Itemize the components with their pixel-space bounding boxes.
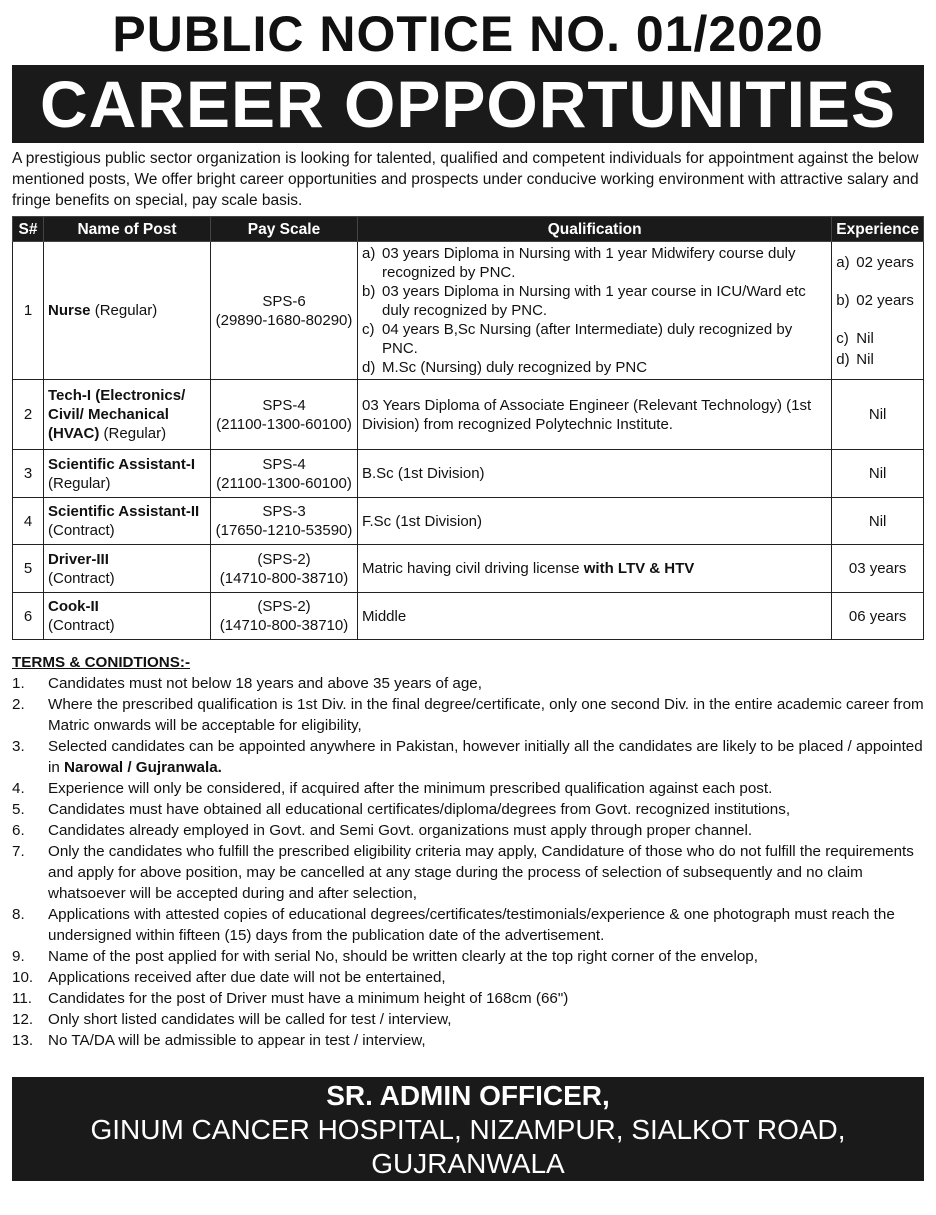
table-row <box>13 498 924 545</box>
cell-post <box>44 242 211 380</box>
experience-item: b) 02 years <box>836 291 914 309</box>
term-item: 6. Candidates already employed in Govt. and Semi Govt. organizations must apply through proper channel. <box>12 822 753 839</box>
pay-range: (17650-1210-53590) <box>215 522 353 539</box>
post-name: Driver-III <box>48 550 109 568</box>
cell-sn: 4 <box>13 498 44 545</box>
table-header-row <box>13 217 924 242</box>
cell-pay <box>211 380 358 450</box>
table-row <box>13 450 924 498</box>
career-banner: CAREER OPPORTUNITIES <box>12 65 924 143</box>
post-name: Tech-I (Electronics/ Civil/ Mechanical (HVAC) <box>48 387 186 442</box>
cell-experience: Nil <box>832 450 924 498</box>
cell-pay <box>211 593 358 640</box>
terms-section <box>12 652 926 1051</box>
header-pay: Pay Scale <box>211 217 358 242</box>
cell-pay <box>211 545 358 593</box>
term-item: 12. Only short listed candidates will be called for test / interview, <box>12 1011 452 1028</box>
term-item: 5. Candidates must have obtained all educational certificates/diploma/degrees from Govt. recognized institutions, <box>12 801 791 818</box>
cell-pay <box>211 242 358 380</box>
cell-qualification: 03 Years Diploma of Associate Engineer (Relevant Technology) (1st Division) from recognized Polytechnic Institute. <box>358 380 832 450</box>
term-item: 10. Applications received after due date will not be entertained, <box>12 969 446 986</box>
pay-grade: SPS-3 <box>262 503 306 520</box>
cell-sn: 3 <box>13 450 44 498</box>
pay-grade: SPS-4 <box>262 396 306 414</box>
cell-qualification: B.Sc (1st Division) <box>358 450 832 498</box>
cell-post <box>44 545 211 593</box>
qualification-item: c) 04 years B,Sc Nursing (after Intermediate) duly recognized by PNC. <box>362 321 793 357</box>
cell-pay <box>211 498 358 545</box>
experience-item: d) Nil <box>836 350 874 368</box>
cell-experience: 03 years <box>832 545 924 593</box>
pay-range: (29890-1680-80290) <box>215 311 353 329</box>
header-post: Name of Post <box>44 217 211 242</box>
qualification-item: a) 03 years Diploma in Nursing with 1 year Midwifery course duly recognized by PNC. <box>362 245 796 281</box>
post-type: (Contract) <box>48 617 115 634</box>
term-item: 13. No TA/DA will be admissible to appear in test / interview, <box>12 1032 426 1049</box>
qualification-text: Matric having civil driving license <box>362 560 584 577</box>
term-item: 9. Name of the post applied for with serial No, should be written clearly at the top right corner of the envelop, <box>12 948 758 965</box>
qualification-item: d) M.Sc (Nursing) duly recognized by PNC <box>362 359 648 376</box>
cell-post <box>44 380 211 450</box>
cell-sn: 1 <box>13 242 44 380</box>
term-item: 2. Where the prescribed qualification is 1st Div. in the final degree/certificate, only one second Div. in the entire academic career from Matric onwards will be acceptable for eligibility, <box>12 696 924 734</box>
post-name: Scientific Assistant-II <box>48 503 200 520</box>
posting-location: Narowal / Gujranwala. <box>64 759 222 776</box>
cell-post <box>44 450 211 498</box>
footer-contact <box>12 1077 924 1213</box>
term-item: 3. Selected candidates can be appointed anywhere in Pakistan, however initially all the candidates are likely to be placed / appointed in Narowal / Gujranwala. <box>12 738 923 776</box>
phone-number: Phone No. 055-3400570-72 <box>295 1182 641 1213</box>
experience-item: a) 02 years <box>836 253 914 271</box>
cell-experience: Nil <box>832 498 924 545</box>
posts-table <box>12 216 924 640</box>
intro-paragraph: A prestigious public sector organization is looking for talented, qualified and competent individuals for appointment against the below mentioned posts, We offer bright career opportunities and prospects under conducive working environment with attractive salary and fringe benefits on special, pay scale basis. <box>12 150 919 209</box>
pay-grade: (SPS-2) <box>257 550 311 568</box>
term-item: 8. Applications with attested copies of educational degrees/certificates/testimonials/experience & one photograph must reach the undersigned within fifteen (15) days from the publication date of the advertisement. <box>12 906 895 944</box>
cell-sn: 6 <box>13 593 44 640</box>
post-name: Cook-II <box>48 598 99 615</box>
pay-range: (21100-1300-60100) <box>216 474 352 492</box>
experience-item: c) Nil <box>836 329 874 347</box>
cell-sn: 5 <box>13 545 44 593</box>
header-experience: Experience <box>832 217 924 242</box>
table-row <box>13 242 924 380</box>
cell-qualification: Middle <box>358 593 832 640</box>
terms-heading: TERMS & CONIDTIONS:- <box>12 654 191 671</box>
post-type: (Contract) <box>48 569 115 587</box>
cell-pay <box>211 450 358 498</box>
cell-post <box>44 498 211 545</box>
term-item: 11. Candidates for the post of Driver must have a minimum height of 168cm (66") <box>12 990 569 1007</box>
cell-sn: 2 <box>13 380 44 450</box>
post-type: (Regular) <box>48 474 111 492</box>
pay-grade: SPS-6 <box>262 292 306 310</box>
hospital-address: GINUM CANCER HOSPITAL, NIZAMPUR, SIALKOT ROAD, GUJRANWALA <box>90 1114 846 1179</box>
cell-qualification: F.Sc (1st Division) <box>358 498 832 545</box>
officer-title: SR. ADMIN OFFICER, <box>326 1080 610 1111</box>
qualification-item: b) 03 years Diploma in Nursing with 1 year course in ICU/Ward etc duly recognized by PNC. <box>362 283 806 319</box>
header-sn: S# <box>13 217 44 242</box>
table-row <box>13 380 924 450</box>
header-qualification: Qualification <box>358 217 832 242</box>
post-name: Scientific Assistant-I <box>48 455 195 473</box>
table-row <box>13 545 924 593</box>
notice-title: PUBLIC NOTICE NO. 01/2020 <box>112 6 824 62</box>
cell-qualification <box>358 545 832 593</box>
post-type: (Regular) <box>99 425 167 442</box>
term-item: 1. Candidates must not below 18 years and above 35 years of age, <box>12 675 482 692</box>
cell-post <box>44 593 211 640</box>
cell-experience: Nil <box>832 380 924 450</box>
post-type: (Contract) <box>48 522 115 539</box>
table-row <box>13 593 924 640</box>
pay-grade: (SPS-2) <box>257 598 311 615</box>
post-type: (Regular) <box>90 302 158 319</box>
pay-range: (14710-800-38710) <box>219 617 349 634</box>
term-item: 7. Only the candidates who fulfill the prescribed eligibility criteria may apply, Candidature of those who do not fulfill the requirements and apply for above position, may be cancelled at any stage during the process of selection of subsequently and no claim whatsoever will be accepted during and after selection, <box>12 843 914 902</box>
pay-grade: SPS-4 <box>262 455 306 473</box>
cell-experience: 06 years <box>832 593 924 640</box>
post-name: Nurse <box>48 302 91 319</box>
qualification-bold: with LTV & HTV <box>583 560 695 577</box>
term-item: 4. Experience will only be considered, if acquired after the minimum prescribed qualification against each post. <box>12 780 773 797</box>
cell-experience <box>832 242 924 380</box>
pay-range: (21100-1300-60100) <box>216 415 352 433</box>
cell-qualification <box>358 242 832 380</box>
pay-range: (14710-800-38710) <box>219 569 349 587</box>
